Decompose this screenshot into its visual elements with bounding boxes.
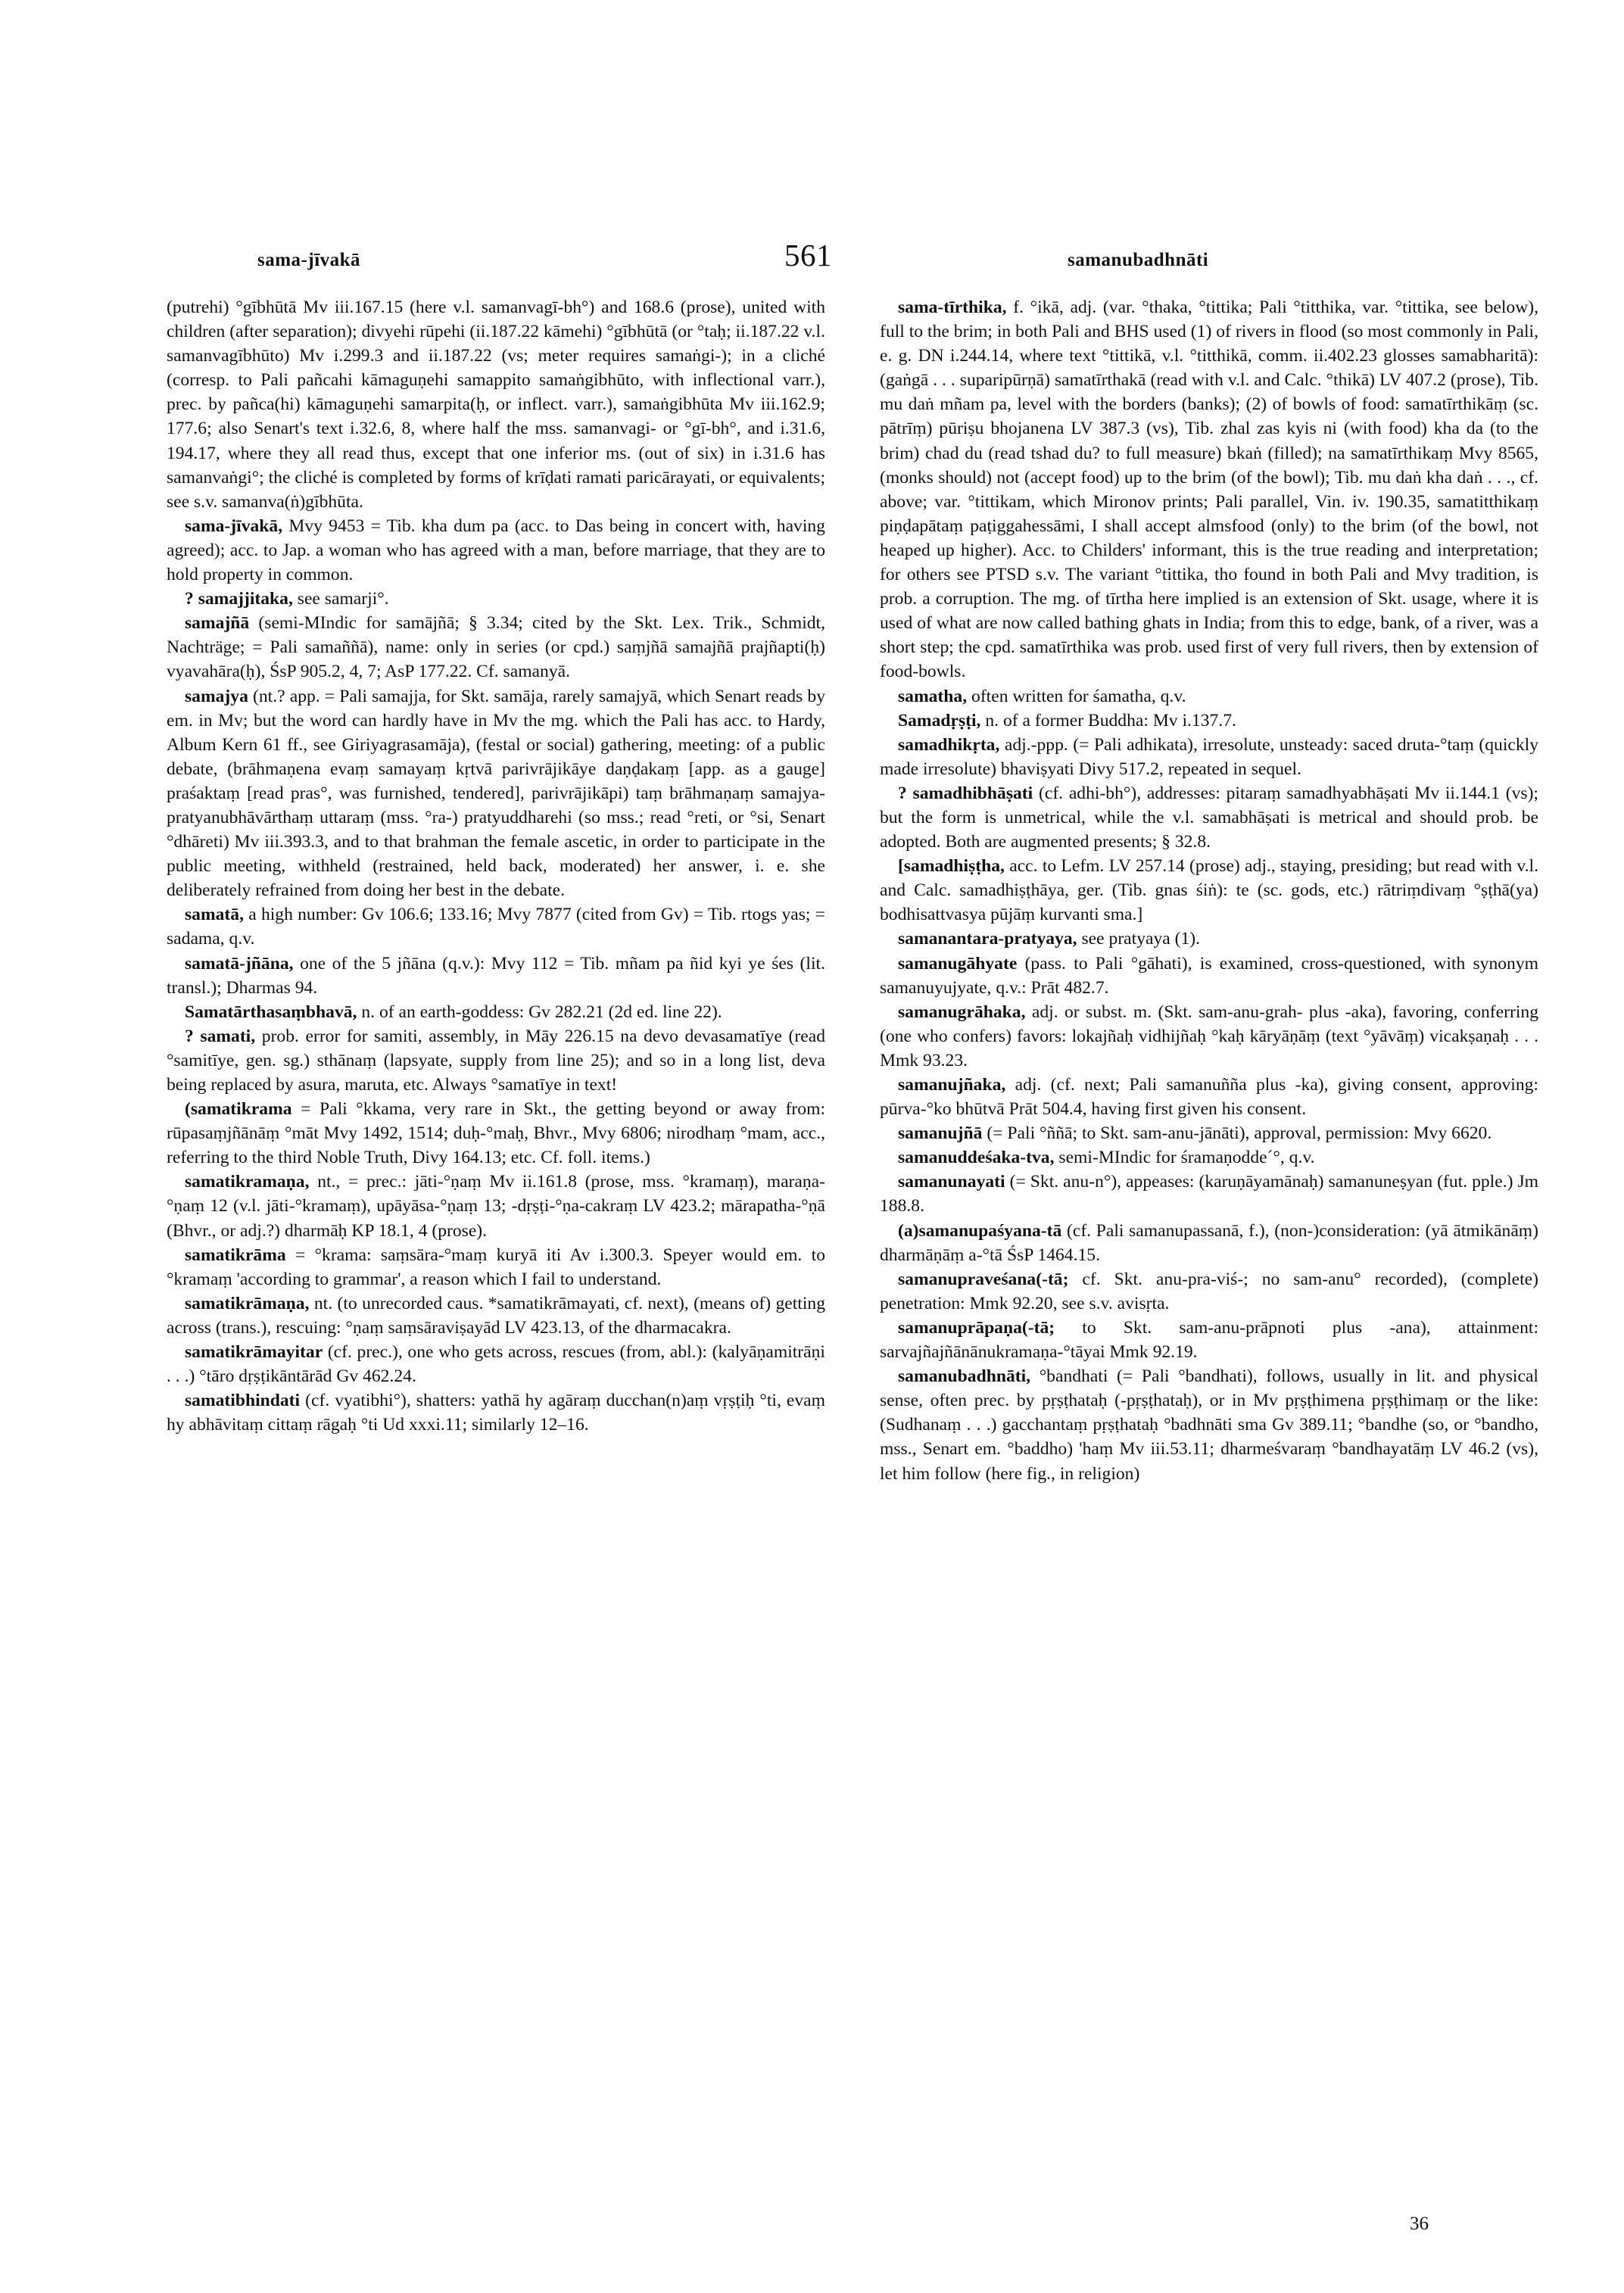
entry-headword: samanantara-pratyaya,: [898, 929, 1077, 949]
entry-body: (semi-MIndic for samājñā; § 3.34; cited by the Skt. Lex. Trik., Schmidt, Nachträge; = Pali samaññā), name: only in series (or cpd.) saṃjñā samajñā prajñapti(ḥ) vyavahāra(ḥ), ŚsP 905.2, 4, 7; AsP 177.22. Cf. samanyā.: [167, 613, 825, 682]
dictionary-entry: [880, 1267, 1538, 1316]
dictionary-entry: [167, 1243, 825, 1291]
running-head-left: sama-jīvakā: [257, 250, 361, 270]
entry-body: adj. or subst. m. (Skt. sam-anu-grah- plus -aka), favoring, conferring (one who confers) favors: lokajñaḥ vidhijñaḥ °kaḥ kāryāṇāṃ (text °yāvāṃ) vicakṣaṇaḥ . . . Mmk 93.23.: [880, 1002, 1538, 1070]
entry-headword: samatibhindati: [185, 1391, 301, 1411]
entry-body: often written for śamatha, q.v.: [971, 686, 1186, 706]
entry-body: (nt.? app. = Pali samajja, for Skt. samāja, rarely samajyā, which Senart reads by em. in Mv; but the word can hardly have in Mv the mg. which the Pali has acc. to Hardy, Album Kern 61 ff., see Giriyagrasamāja), (festal or social) gathering, meeting: of a public debate, (brāhmaṇena evaṃ samayaṃ kṛtvā parivrājikāye daṇḍakaṃ [app. as a gauge] praśaktaṃ [read pras°, was furnished, tendered], parivrājikāpi) taṃ brāhmaṇaṃ samajya-pratyanubhāvārthaṃ uttaraṃ (mss. °ra-) pratyuddharehi (so mss.; read °reti, or °si, Senart °dhāreti) Mv iii.393.3, and to that brahman the female ascetic, in order to participate in the public meeting, withheld (restrained, held back, moderated) her answer, i. e. she deliberately refrained from doing her best in the debate.: [167, 686, 826, 901]
entry-headword: samanugrāhaka,: [898, 1002, 1026, 1022]
dictionary-entry: [167, 611, 825, 684]
entry-headword: samatikrāmayitar: [185, 1342, 323, 1363]
dictionary-entry: [167, 514, 825, 587]
entry-headword: sama-jīvakā,: [185, 516, 283, 536]
dictionary-entry: [167, 902, 825, 951]
dictionary-entry: [167, 1024, 825, 1097]
entry-body: (cf. adhi-bh°), addresses: pitaraṃ samadhyabhāṣati Mv ii.144.1 (vs); but the form is unmetrical, while the v.l. samabhāṣati is metrical and should prob. be adopted. Both are augmented presents; § 32.8.: [880, 783, 1538, 852]
entry-headword: samatikrāma: [185, 1245, 286, 1265]
entry-body: see pratyaya (1).: [1081, 929, 1201, 949]
entry-body: adj. (cf. next; Pali samanuñña plus -ka), giving consent, approving: pūrva-°ko bhūtvā Prāt 504.4, having first given his consent.: [880, 1075, 1538, 1120]
dictionary-entry: [167, 952, 825, 1000]
entry-headword: samajñā: [185, 613, 250, 634]
entry-headword: samanugāhyate: [898, 953, 1018, 974]
dictionary-entry: [167, 295, 825, 514]
dictionary-entry: [880, 1145, 1538, 1170]
entry-headword: samanujñaka,: [898, 1075, 1006, 1095]
entry-headword: (samatikrama: [185, 1099, 292, 1120]
entry-body: (cf. Pali samanupassanā, f.), (non-)consideration: (yā ātmikānāṃ) dharmāṇāṃ a-°tā ŚsP 1464.15.: [880, 1220, 1538, 1265]
dictionary-entry: [167, 1170, 825, 1242]
dictionary-entry: [167, 1388, 825, 1437]
left-column: [167, 295, 825, 1437]
signature-mark: 36: [1410, 2214, 1429, 2234]
running-head-right: samanubadhnāti: [1068, 250, 1209, 270]
entry-body: (= Pali °ññā; to Skt. sam-anu-jānāti), approval, permission: Mvy 6620.: [987, 1123, 1492, 1144]
dictionary-entry: [880, 1364, 1538, 1485]
entry-body: one of the 5 jñāna (q.v.): Mvy 112 = Tib. mñam pa ñid kyi ye śes (lit. transl.); Dharmas 94.: [167, 953, 825, 998]
dictionary-entry: [880, 1219, 1538, 1267]
entry-headword: sama-tīrthika,: [898, 298, 1007, 317]
dictionary-entry: [880, 781, 1538, 854]
entry-headword: samanunayati: [898, 1172, 1005, 1192]
dictionary-entry: [880, 952, 1538, 1000]
entry-body: (putrehi) °gībhūtā Mv iii.167.15 (here v.l. samanvagī-bh°) and 168.6 (prose), united with children (after separation); divyehi rūpehi (ii.187.22 kāmehi) °gībhūtā (or °taḥ; ii.187.22 v.l. samanvagībhūto) Mv i.299.3 and ii.187.22 (vs; meter requires samaṅgi-); in a cliché (corresp. to Pali pañcahi kāmaguṇehi samappito samaṅgibhūto, with inflectional varr.), prec. by pañca(hi) kāmaguṇehi samarpita(ḥ, or inflect. varr.), samaṅgibhūta Mv iii.162.9; 177.6; also Senart's text i.32.6, 8, where half the mss. samanvagi- or °gī-bh°, and i.31.6, 194.17, where they all read thus, except that one inferior ms. (out of six) in i.31.6 has samanvaṅgi°; the cliché is completed by forms of krīḍati ramati paricārayati, or equivalents; see s.v. samanva(ṅ)gībhūta.: [167, 298, 825, 512]
page-number: 561: [784, 238, 832, 273]
dictionary-entry: [880, 733, 1538, 781]
dictionary-entry: [880, 1121, 1538, 1145]
entry-headword: samanupraveśana(-tā;: [898, 1269, 1069, 1289]
entry-headword: samanuprāpaṇa(-tā;: [898, 1317, 1055, 1338]
dictionary-entry: [880, 854, 1538, 927]
entry-body: (cf. vyatibhi°), shatters: yathā hy agāraṃ ducchan(n)aṃ vṛṣṭiḥ °ti, evaṃ hy abhāvitaṃ cittaṃ rāgaḥ °ti Ud xxxi.11; similarly 12–16.: [167, 1391, 826, 1435]
entry-headword: ? samati,: [185, 1026, 256, 1046]
entry-body: adj.-ppp. (= Pali adhikata), irresolute, unsteady: saced druta-°taṃ (quickly made irresolute) bhaviṣyati Divy 517.2, repeated in sequel.: [880, 734, 1538, 779]
entry-headword: Samatārthasaṃbhavā,: [185, 1002, 357, 1022]
entry-body: acc. to Lefm. LV 257.14 (prose) adj., staying, presiding; but read with v.l. and Calc. samadhiṣṭhāya, ger. (Tib. gnas śiṅ): te (sc. gods, etc.) rātriṃdivaṃ °ṣṭhā(ya) bodhisattvasya pūjāṃ kurvanti sma.]: [880, 856, 1538, 925]
dictionary-entry: [880, 927, 1538, 951]
entry-headword: samajya: [185, 686, 248, 706]
entry-body: = Pali °kkama, very rare in Skt., the getting beyond or away from: rūpasaṃjñānāṃ °māt Mvy 1492, 1514; duḥ-°maḥ, Bhvr., Mvy 6806; nirodhaṃ °mam, acc., referring to the third Noble Truth, Divy 164.13; etc. Cf. foll. items.): [167, 1099, 825, 1168]
entry-body: see samarji°.: [297, 589, 389, 609]
entry-body: nt., = prec.: jāti-°ṇaṃ Mv ii.161.8 (prose, mss. °kramaṃ), maraṇa-°ṇaṃ 12 (v.l. jāti-°kramaṃ), upāyāsa-°ṇaṃ 13; -dṛṣṭi-°ṇa-cakraṃ LV 423.2; mārapatha-°ṇā (Bhvr., or adj.?) dharmāḥ KP 18.1, 4 (prose).: [167, 1172, 825, 1241]
entry-body: cf. Skt. anu-pra-viś-; no sam-anu° recorded), (complete) penetration: Mmk 92.20, see s.v. avisṛta.: [880, 1269, 1538, 1313]
entry-body: (cf. prec.), one who gets across, rescues (from, abl.): (kalyāṇamitrāṇi . . .) °tāro dṛṣṭikāntārād Gv 462.24.: [167, 1342, 825, 1387]
entry-body: n. of a former Buddha: Mv i.137.7.: [985, 710, 1236, 731]
entry-body: prob. error for samiti, assembly, in Māy 226.15 na devo devasamatīye (read °samitīye, gen. sg.) sthānaṃ (lapsyate, supply from line 25); and so in a long list, deva being replaced by asura, maruta, etc. Always °samatīye in text!: [167, 1026, 826, 1095]
right-column: [880, 295, 1538, 1486]
dictionary-entry: [880, 1170, 1538, 1218]
entry-headword: samatikrāmaṇa,: [185, 1293, 310, 1313]
entry-body: (= Skt. anu-n°), appeases: (karuṇāyamānaḥ) samanuneṣyan (fut. pple.) Jm 188.8.: [880, 1172, 1539, 1217]
entry-headword: samanujñā: [898, 1123, 983, 1144]
entry-headword: ? samajjitaka,: [185, 589, 293, 609]
dictionary-entry: [880, 1316, 1538, 1364]
dictionary-entry: [167, 1340, 825, 1388]
dictionary-entry: [880, 1073, 1538, 1121]
entry-headword: ? samadhibhāṣati: [898, 783, 1033, 803]
entry-body: n. of an earth-goddess: Gv 282.21 (2d ed. line 22).: [361, 1002, 722, 1022]
entry-headword: [samadhiṣṭha,: [898, 856, 1005, 877]
dictionary-entry: [880, 684, 1538, 709]
dictionary-entry: [880, 1000, 1538, 1073]
dictionary-entry: [167, 587, 825, 611]
entry-headword: samadhikṛta,: [898, 734, 1000, 755]
entry-headword: samatikramaṇa,: [185, 1172, 310, 1192]
dictionary-entry: [880, 709, 1538, 733]
dictionary-entry: [880, 295, 1538, 684]
entry-headword: samatha,: [898, 686, 968, 706]
dictionary-entry: [167, 1000, 825, 1024]
entry-body: to Skt. sam-anu-prāpnoti plus -ana), attainment: sarvajñajñānānukramaṇa-°tāyai Mmk 92.19.: [880, 1317, 1538, 1363]
entry-body: a high number: Gv 106.6; 133.16; Mvy 7877 (cited from Gv) = Tib. rtogs yas; = sadama, q.v.: [167, 905, 826, 949]
entry-headword: samanubadhnāti,: [898, 1366, 1031, 1387]
dictionary-entry: [167, 1097, 825, 1170]
entry-headword: (a)samanupaśyana-tā: [898, 1220, 1062, 1241]
entry-body: = °krama: saṃsāra-°maṃ kuryā iti Av i.300.3. Speyer would em. to °kramaṃ 'according to grammar', a reason which I fail to understand.: [167, 1245, 825, 1289]
entry-headword: samanuddeśaka-tva,: [898, 1148, 1055, 1168]
dictionary-entry: [167, 684, 825, 903]
entry-headword: samatā-jñāna,: [185, 953, 294, 974]
entry-body: nt. (to unrecorded caus. *samatikrāmayati, cf. next), (means of) getting across (trans.), rescuing: °ṇaṃ saṃsāraviṣayād LV 423.13, of the dharmacakra.: [167, 1293, 825, 1338]
entry-body: semi-MIndic for śramaṇoddeˊ°, q.v.: [1058, 1148, 1315, 1168]
entry-headword: Samadṛṣṭi,: [898, 710, 981, 731]
entry-body: f. °ikā, adj. (var. °thaka, °tittika; Pali °titthika, var. °tittika, see below), full to the brim; in both Pali and BHS used (1) of rivers in flood (so most commonly in Pali, e. g. DN i.244.14, where text °tittikā, v.l. °titthikā, comm. ii.402.23 glosses samabharitā): (gaṅgā . . . suparipūrṇā) samatīrthakā (read with v.l. and Calc. °thikā) LV 407.2 (prose), Tib. mu daṅ mñam pa, level with the borders (banks); (2) of bowls of food: samatīrthikāṃ (sc. pātrīṃ) pūriṣu bhojanena LV 387.3 (vs), Tib. zhal zas kyis ni (with food) kha da (to the brim) chad du (read tshad du? to full measure) bkaṅ (filled); na samatīrthikaṃ Mvy 8565, (monks should) not (accept food) up to the brim (of the bowl); Tib. mu daṅ kha daṅ . . ., cf. above; var. °tittikam, which Mironov prints; Pali parallel, Vin. iv. 190.35, samatitthikaṃ piṇḍapātaṃ paṭiggahessāmi, I shall accept almsfood (only) to the brim (of the bowl, not heaped up higher). Acc. to Childers' informant, this is the true reading and interpretation; for others see PTSD s.v. The variant °tittika, tho found in both Pali and Mvy tradition, is prob. a corruption. The mg. of tīrtha here implied is an extension of Skt. usage, where it is used of what are now called bathing ghats in India; from this to edge, bank, of a river, was a short step; the cpd. samatīrthika was prob. used first of very full rivers, then by extension of food-bowls.: [880, 298, 1539, 682]
entry-body: °bandhati (= Pali °bandhati), follows, usually in lit. and physical sense, often prec. by pṛṣṭhataḥ (-pṛṣṭhataḥ), or in Mv pṛṣṭhimena pṛṣṭhimaṃ or the like: (Sudhanaṃ . . .) gacchantaṃ pṛṣṭhataḥ °badhnāti sma Gv 389.11; °bandhe (so, or °bandho, mss., Senart em. °baddho) 'haṃ Mv iii.53.11; dharmeśvaraṃ °bandhayatāṃ LV 46.2 (vs), let him follow (here fig., in religion): [880, 1366, 1538, 1484]
entry-body: Mvy 9453 = Tib. kha dum pa (acc. to Das being in concert with, having agreed); acc. to Jap. a woman who has agreed with a man, before marriage, that they are to hold property in common.: [167, 516, 825, 585]
entry-headword: samatā,: [185, 905, 244, 925]
dictionary-entry: [167, 1291, 825, 1340]
entry-body: (pass. to Pali °gāhati), is examined, cross-questioned, with synonym samanuyujyate, q.v.: Prāt 482.7.: [880, 953, 1539, 998]
